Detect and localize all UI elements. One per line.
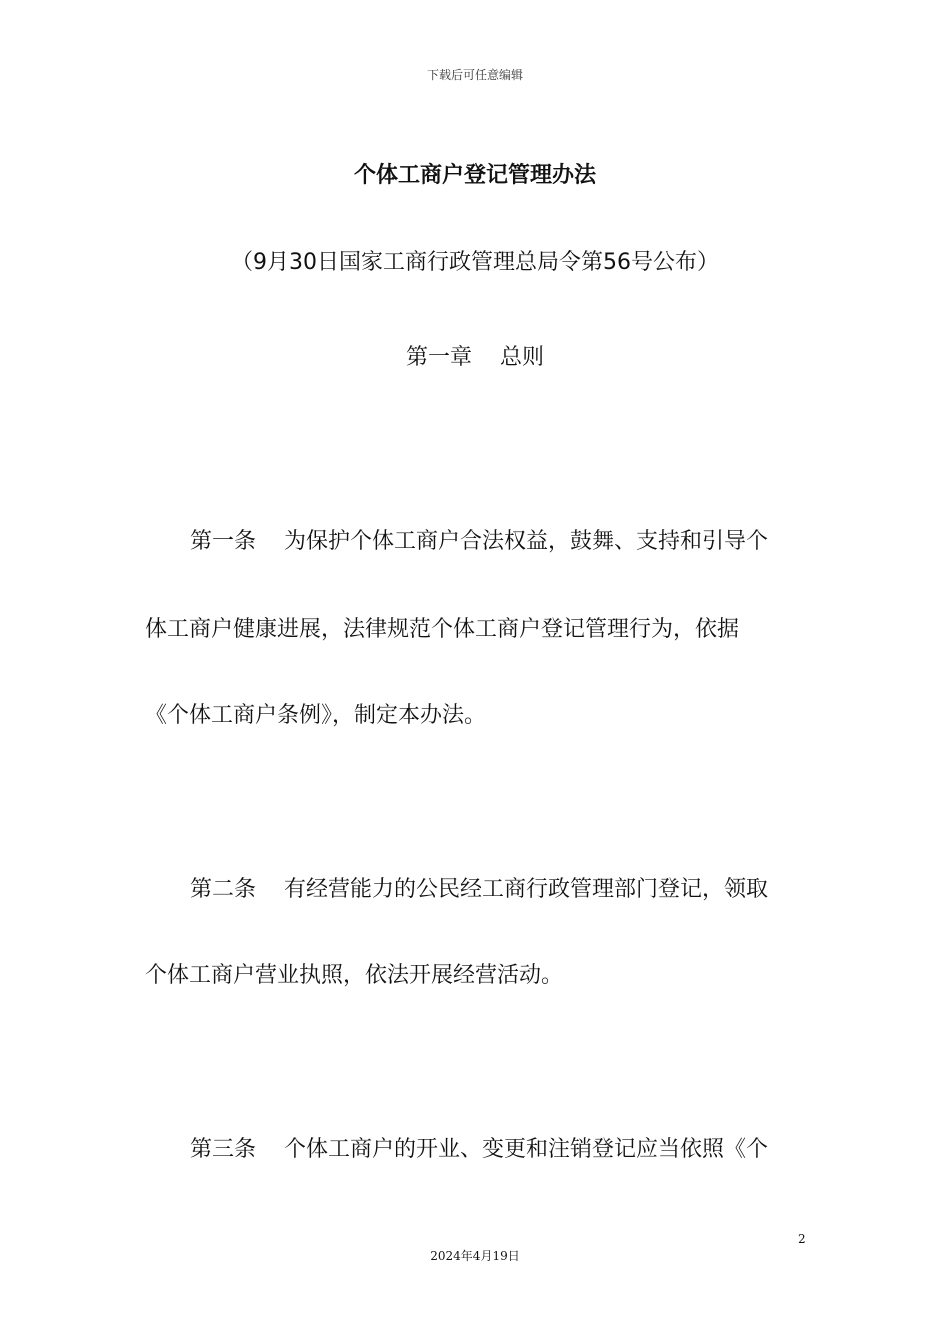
article-3-line-1: 第三条 个体工商户的开业、变更和注销登记应当依照《个 <box>190 1137 768 1162</box>
article-2-line-1: 第二条 有经营能力的公民经工商行政管理部门登记，领取 <box>190 877 768 902</box>
page-number: 2 <box>798 1232 806 1246</box>
footer-date: 2024年4月19日 <box>430 1249 520 1263</box>
page-header: 下载后可任意编辑 <box>426 68 523 82</box>
document-subtitle: （9月30日国家工商行政管理总局令第56号公布） <box>231 250 719 275</box>
article-1-line-1: 第一条 为保护个体工商户合法权益，鼓舞、支持和引导个 <box>190 529 768 554</box>
article-2-line-2: 个体工商户营业执照，依法开展经营活动。 <box>145 963 564 988</box>
document-title: 个体工商户登记管理办法 <box>353 163 596 188</box>
chapter-heading: 第一章 总则 <box>406 345 544 370</box>
article-1-line-3: 《个体工商户条例》，制定本办法。 <box>145 703 487 728</box>
article-1-line-2: 体工商户健康进展，法律规范个体工商户登记管理行为，依据 <box>145 617 740 642</box>
